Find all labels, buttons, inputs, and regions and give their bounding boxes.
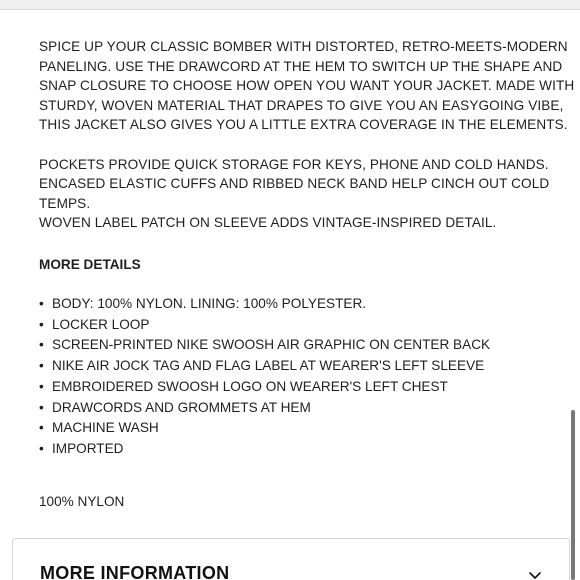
bullet-icon: • bbox=[39, 296, 44, 311]
list-item-text: LOCKER LOOP bbox=[52, 316, 150, 332]
description-line: STURDY, WOVEN MATERIAL THAT DRAPES TO GIVE YOU AN EASYGOING VIBE, bbox=[39, 97, 564, 113]
chevron-down-icon[interactable] bbox=[527, 567, 543, 580]
description-line: WOVEN LABEL PATCH ON SLEEVE ADDS VINTAGE-INSPIRED DETAIL. bbox=[39, 215, 497, 231]
description-line: PANELING. USE THE DRAWCORD AT THE HEM TO SWITCH UP THE SHAPE AND bbox=[39, 58, 563, 74]
list-item-text: EMBROIDERED SWOOSH LOGO ON WEARER'S LEFT CHEST bbox=[52, 378, 448, 394]
list-item bbox=[39, 335, 490, 356]
list-item bbox=[39, 377, 490, 398]
bullet-icon: • bbox=[39, 337, 44, 353]
list-item bbox=[39, 418, 490, 439]
bullet-icon: • bbox=[39, 420, 44, 436]
list-item bbox=[39, 356, 490, 377]
description-line: POCKETS PROVIDE QUICK STORAGE FOR KEYS, PHONE AND COLD HANDS. bbox=[39, 156, 549, 172]
bullet-icon: • bbox=[39, 399, 44, 415]
material-composition: 100% NYLON bbox=[39, 494, 125, 509]
more-information-accordion[interactable] bbox=[12, 538, 570, 580]
description-line: THIS JACKET ALSO GIVES YOU A LITTLE EXTRA COVERAGE IN THE ELEMENTS. bbox=[39, 117, 568, 133]
list-item-text: NIKE AIR JOCK TAG AND FLAG LABEL AT WEARER'S LEFT SLEEVE bbox=[52, 358, 485, 374]
paragraph-spacer bbox=[39, 135, 559, 155]
description-paragraph-1 bbox=[39, 37, 575, 135]
bullet-icon: • bbox=[39, 440, 44, 456]
bullet-icon: • bbox=[39, 316, 44, 332]
scrollbar-thumb[interactable] bbox=[571, 410, 575, 580]
list-item-text: MACHINE WASH bbox=[52, 420, 159, 436]
description-line: SPICE UP YOUR CLASSIC BOMBER WITH DISTORTED, RETRO-MEETS-MODERN bbox=[39, 39, 568, 54]
description-line: ENCASED ELASTIC CUFFS AND RIBBED NECK BAND HELP CINCH OUT COLD bbox=[39, 176, 550, 192]
top-divider bbox=[0, 0, 580, 10]
more-details-list bbox=[39, 294, 490, 460]
product-description bbox=[39, 37, 575, 233]
list-item-text: IMPORTED bbox=[52, 440, 124, 456]
list-item bbox=[39, 439, 490, 460]
description-paragraph-2 bbox=[39, 155, 559, 233]
more-information-title: MORE INFORMATION bbox=[40, 563, 230, 580]
list-item bbox=[39, 294, 490, 315]
list-item-text: SCREEN-PRINTED NIKE SWOOSH AIR GRAPHIC ON CENTER BACK bbox=[52, 337, 491, 353]
list-item-text: BODY: 100% NYLON. LINING: 100% POLYESTER. bbox=[52, 296, 367, 311]
description-line: SNAP CLOSURE TO CHOOSE HOW OPEN YOU WANT YOUR JACKET. MADE WITH bbox=[39, 78, 575, 94]
more-details-heading: MORE DETAILS bbox=[39, 257, 141, 272]
list-item bbox=[39, 315, 490, 336]
list-item bbox=[39, 398, 490, 419]
bullet-icon: • bbox=[39, 378, 44, 394]
bullet-icon: • bbox=[39, 358, 44, 374]
description-line: TEMPS. bbox=[39, 195, 91, 211]
list-item-text: DRAWCORDS AND GROMMETS AT HEM bbox=[52, 399, 311, 415]
